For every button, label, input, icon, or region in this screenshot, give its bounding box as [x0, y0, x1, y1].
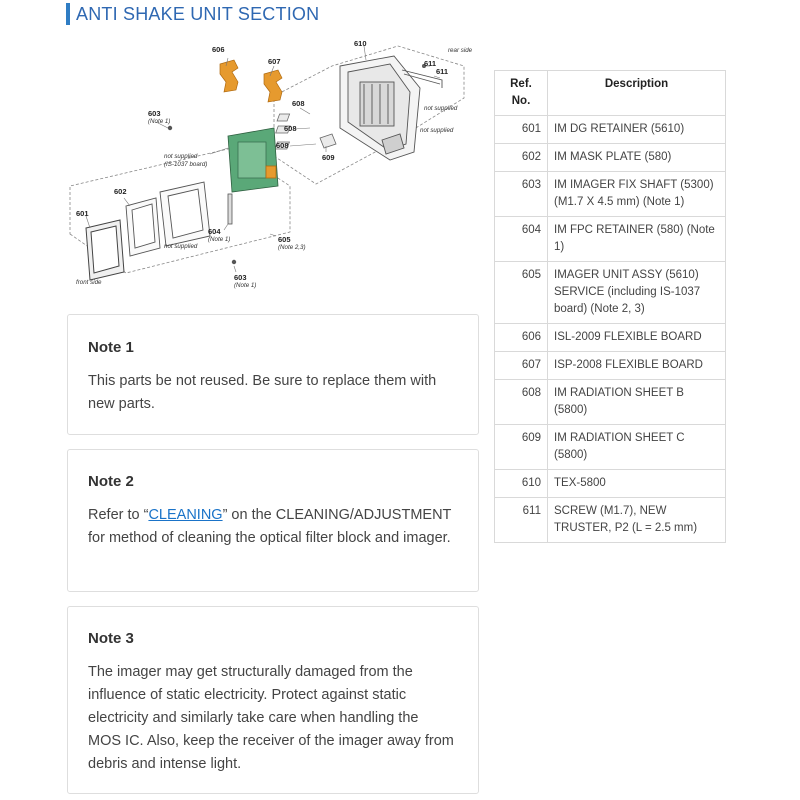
ref-cell: 611 — [495, 498, 548, 543]
note-3-box — [67, 606, 479, 794]
note-2-text-before: Refer to “ — [88, 507, 149, 523]
ref-cell: 601 — [495, 116, 548, 144]
note-2-box — [67, 449, 479, 592]
description-cell: IMAGER UNIT ASSY (5610) SERVICE (including IS-1037 board) (Note 2, 3) — [548, 262, 726, 324]
label-not-supplied-tr: not supplied — [424, 105, 458, 112]
label-611a: 611 — [424, 59, 437, 68]
ref-cell: 610 — [495, 470, 548, 498]
label-603b: 603 — [234, 273, 247, 282]
table-row — [495, 172, 726, 217]
exploded-parts-diagram — [64, 36, 484, 298]
label-not-supplied-board-1: not supplied — [164, 153, 198, 160]
label-note1c: (Note 1) — [234, 282, 257, 289]
note-1-text: This parts be not reused. Be sure to replace them with new parts. — [88, 373, 437, 412]
title-accent-bar — [66, 3, 70, 25]
parts-table — [494, 70, 726, 543]
label-note1a: (Note 1) — [148, 118, 171, 125]
table-row — [495, 217, 726, 262]
description-cell: ISP-2008 FLEXIBLE BOARD — [548, 352, 726, 380]
note-3-text: The imager may get structurally damaged from the influence of static electricity. Protect against static electricity and similarly take care when handling the MOS IC. Also, keep the receiver of the imager away from debris and intense light. — [88, 664, 454, 772]
note-1-title: Note 1 — [88, 339, 134, 356]
table-row — [495, 262, 726, 324]
description-cell: SCREW (M1.7), NEW TRUSTER, P2 (L = 2.5 mm) — [548, 498, 726, 543]
description-cell: TEX-5800 — [548, 470, 726, 498]
part-602-mask-plate — [126, 198, 160, 256]
table-row — [495, 144, 726, 172]
description-cell: IM RADIATION SHEET C (5800) — [548, 425, 726, 470]
table-row — [495, 425, 726, 470]
parts-table-header-row — [495, 71, 726, 116]
table-row — [495, 352, 726, 380]
ref-cell: 607 — [495, 352, 548, 380]
label-605: 605 — [278, 235, 291, 244]
part-605-imager-board — [228, 128, 278, 192]
ref-cell: 603 — [495, 172, 548, 217]
label-note1b: (Note 1) — [208, 236, 231, 243]
label-611b: 611 — [436, 67, 449, 76]
page-title — [66, 2, 319, 26]
label-607: 607 — [268, 57, 281, 66]
label-not-supplied-mid: not supplied — [164, 243, 198, 250]
part-601-dg-retainer — [86, 220, 124, 280]
label-note23: (Note 2,3) — [278, 244, 306, 251]
table-row — [495, 498, 726, 543]
part-604-retainer — [228, 194, 232, 224]
description-header: Description — [548, 71, 726, 116]
label-606: 606 — [212, 45, 225, 54]
description-cell: IM MASK PLATE (580) — [548, 144, 726, 172]
part-603-screw-top — [168, 126, 172, 130]
ref-cell: 604 — [495, 217, 548, 262]
label-608c: 608 — [276, 141, 289, 150]
label-604: 604 — [208, 227, 221, 236]
table-row — [495, 470, 726, 498]
table-row — [495, 116, 726, 144]
description-cell: ISL-2009 FLEXIBLE BOARD — [548, 324, 726, 352]
label-not-supplied-r: not supplied — [420, 127, 454, 134]
page-title-text: ANTI SHAKE UNIT SECTION — [76, 3, 320, 24]
label-609: 609 — [322, 153, 335, 162]
label-rear-side: rear side — [448, 47, 473, 54]
note-2-text-after: ” on the CLEANING/ADJUSTMENT for method of cleaning the optical filter block and imager. — [88, 507, 452, 546]
note-3-title: Note 3 — [88, 630, 134, 647]
label-602: 602 — [114, 187, 127, 196]
note-2-text — [88, 504, 454, 550]
label-601: 601 — [76, 209, 89, 218]
description-cell: IM FPC RETAINER (580) (Note 1) — [548, 217, 726, 262]
description-cell: IM DG RETAINER (5610) — [548, 116, 726, 144]
ref-cell: 605 — [495, 262, 548, 324]
note-1-box — [67, 314, 479, 435]
label-front-side: front side — [76, 279, 102, 286]
label-608b: 608 — [284, 124, 297, 133]
part-606-flexible-board — [220, 60, 238, 92]
ref-cell: 602 — [495, 144, 548, 172]
description-cell: IM RADIATION SHEET B (5800) — [548, 380, 726, 425]
description-cell: IM IMAGER FIX SHAFT (5300) (M1.7 X 4.5 mm) (Note 1) — [548, 172, 726, 217]
cleaning-link[interactable]: CLEANING — [148, 507, 223, 523]
table-row — [495, 380, 726, 425]
table-row — [495, 324, 726, 352]
part-603-screw-bottom — [232, 260, 236, 264]
ref-cell: 606 — [495, 324, 548, 352]
label-608a: 608 — [292, 99, 305, 108]
label-603a: 603 — [148, 109, 161, 118]
ref-cell: 609 — [495, 425, 548, 470]
ref-no-header: Ref. No. — [495, 71, 548, 116]
label-not-supplied-board-2: (IS-1037 board) — [164, 161, 208, 168]
ref-cell: 608 — [495, 380, 548, 425]
part-inner-frame — [160, 182, 210, 246]
part-607-flexible-board — [264, 70, 282, 102]
note-2-title: Note 2 — [88, 473, 134, 490]
label-610: 610 — [354, 39, 367, 48]
